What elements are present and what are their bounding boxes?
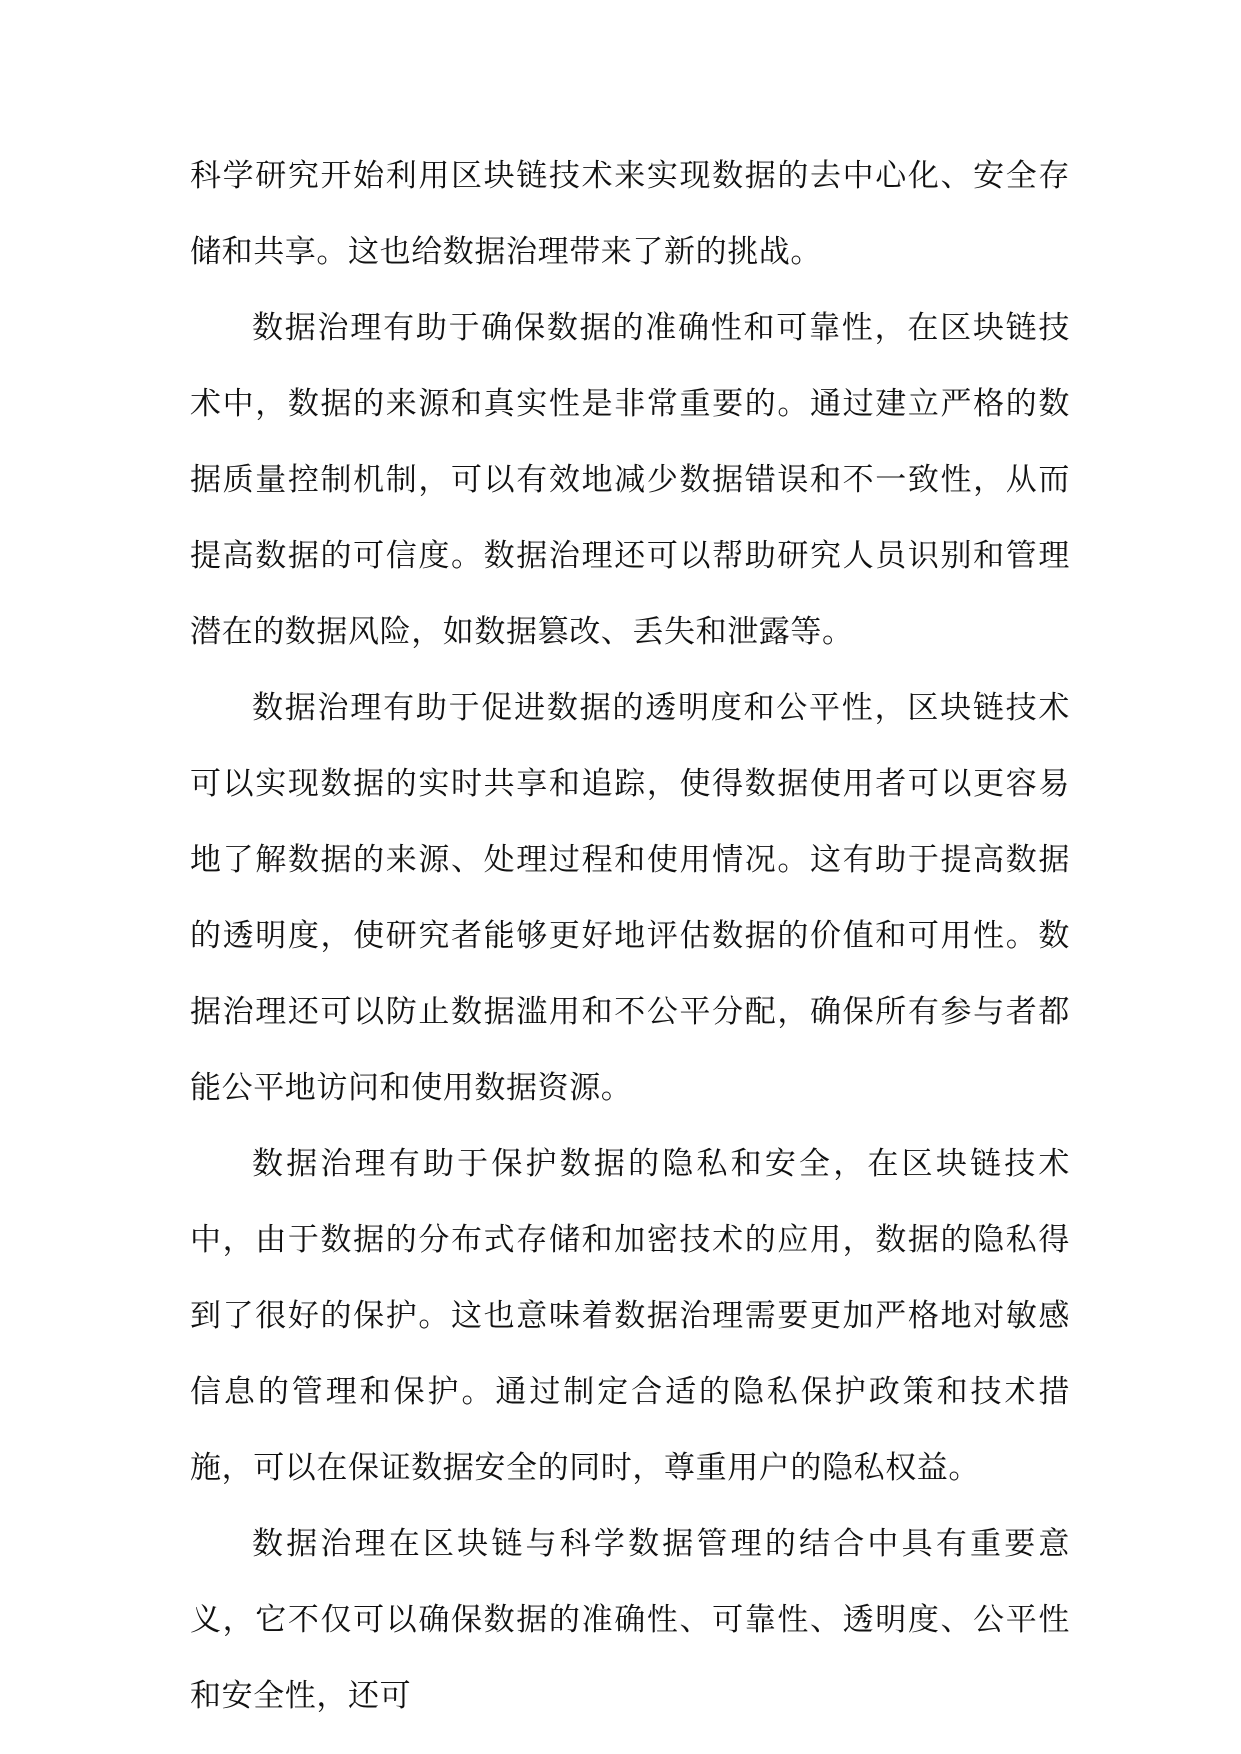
paragraph-continuation: 科学研究开始利用区块链技术来实现数据的去中心化、安全存储和共享。这也给数据治理带来了新的挑战。 <box>190 158 1070 270</box>
paragraph-privacy-security: 数据治理有助于保护数据的隐私和安全，在区块链技术中，由于数据的分布式存储和加密技术的应用，数据的隐私得到了很好的保护。这也意味着数据治理需要更加严格地对敏感信息的管理和保护。通过制定合适的隐私保护政策和技术措施，可以在保证数据安全的同时，尊重用户的隐私权益。 <box>190 1146 1070 1486</box>
paragraph-transparency-fairness: 数据治理有助于促进数据的透明度和公平性，区块链技术可以实现数据的实时共享和追踪，使得数据使用者可以更容易地了解数据的来源、处理过程和使用情况。这有助于提高数据的透明度，使研究者能够更好地评估数据的价值和可用性。数据治理还可以防止数据滥用和不公平分配，确保所有参与者都能公平地访问和使用数据资源。 <box>190 690 1070 1106</box>
paragraph-significance: 数据治理在区块链与科学数据管理的结合中具有重要意义，它不仅可以确保数据的准确性、可靠性、透明度、公平性和安全性，还可 <box>190 1526 1070 1714</box>
paragraph-accuracy-reliability: 数据治理有助于确保数据的准确性和可靠性，在区块链技术中，数据的来源和真实性是非常重要的。通过建立严格的数据质量控制机制，可以有效地减少数据错误和不一致性，从而提高数据的可信度。数据治理还可以帮助研究人员识别和管理潜在的数据风险，如数据篡改、丢失和泄露等。 <box>190 310 1070 650</box>
document-body <box>190 138 1070 1734</box>
